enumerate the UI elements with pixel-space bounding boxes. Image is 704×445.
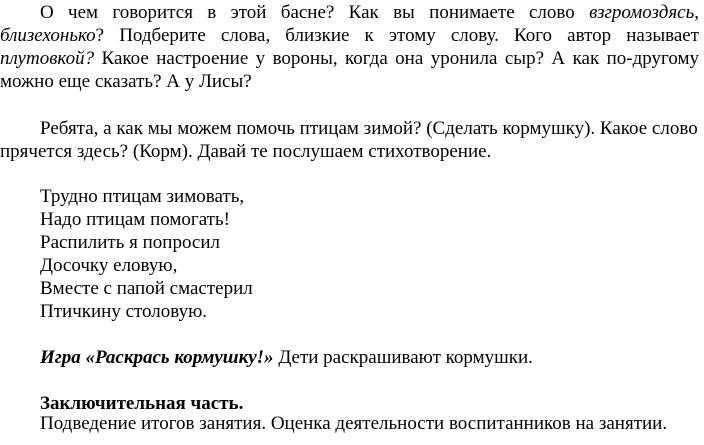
paragraph-1-line-4: можно еще сказать? А у Лисы?: [0, 71, 252, 92]
italic-word: плутовкой?: [0, 48, 95, 69]
conclusion-heading: Заключительная часть.: [40, 393, 244, 414]
game-title: Игра «Раскрась кормушку!»: [40, 347, 274, 368]
paragraph-1-line-3: [0, 47, 699, 70]
poem-line: Досочку еловую,: [40, 255, 178, 276]
poem-line: Надо птицам помогать!: [40, 209, 230, 230]
text-span: ? Подберите слова, близкие к этому слову. Кого автор называет: [95, 25, 699, 46]
paragraph-2-line-2: прячется здесь? (Корм). Давай те послушаем стихотворение.: [0, 141, 492, 162]
poem-line: Птичкину столовую.: [40, 301, 208, 322]
conclusion-text: Подведение итогов занятия. Оценка деятельности воспитанников на занятии.: [40, 413, 668, 434]
game-line: [40, 346, 533, 369]
game-text: Дети раскрашивают кормушки.: [273, 347, 533, 368]
paragraph-1-line-2: [0, 24, 699, 47]
text-span: О чем говорится в этой басне? Как вы понимаете слово: [40, 2, 590, 23]
poem-line: Вместе с папой смастерил: [40, 278, 253, 299]
italic-word: взгромоздясь: [589, 2, 695, 23]
poem-line: Трудно птицам зимовать,: [40, 186, 245, 207]
paragraph-1-line-1: [40, 1, 699, 24]
text-span: ,: [694, 2, 699, 23]
italic-word: близехонько: [0, 25, 96, 46]
text-span: Какое настроение у вороны, когда она уронила сыр? А как по-другому: [94, 48, 699, 69]
poem-line: Распилить я попросил: [40, 232, 221, 253]
paragraph-2-line-1: Ребята, а как мы можем помочь птицам зимой? (Сделать кормушку). Какое слово: [40, 118, 698, 139]
